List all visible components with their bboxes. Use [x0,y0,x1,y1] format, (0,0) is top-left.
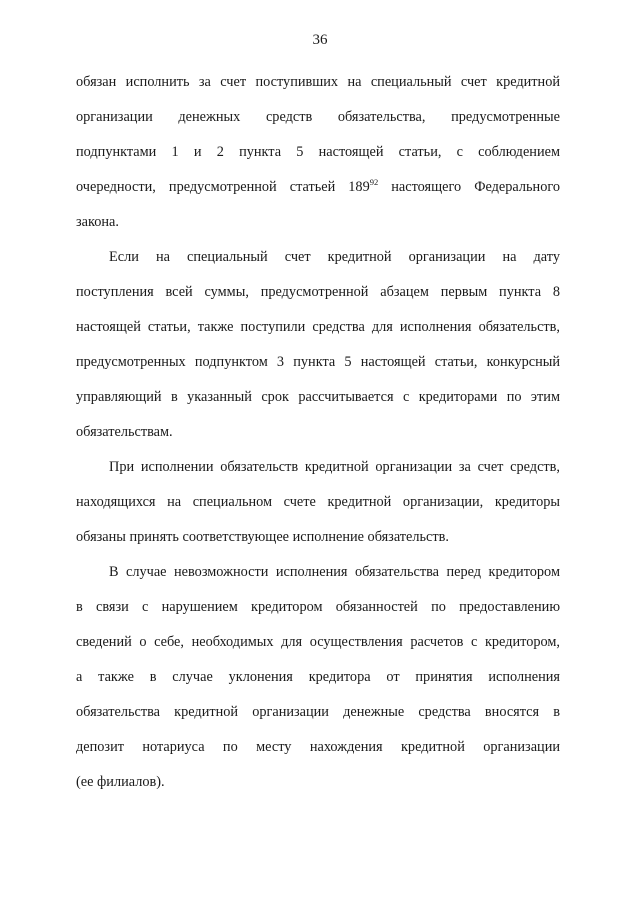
page-number: 36 [312,32,328,48]
paragraph-1-line-5: закона. [76,214,119,230]
paragraph-3-line-3: обязаны принять соответствующее исполнение обязательств. [76,529,449,545]
paragraph-4-line-4: а также в случае уклонения кредитора от принятия исполнения [76,669,560,685]
paragraph-2-line-2: поступления всей суммы, предусмотренной абзацем первым пункта 8 [76,284,560,300]
paragraph-1-line-4 [76,177,560,197]
paragraph-2-line-5: управляющий в указанный срок рассчитывается с кредиторами по этим [76,389,560,405]
article-superscript: 92 [369,177,379,187]
paragraph-4-line-2: в связи с нарушением кредитором обязанностей по предоставлению [76,599,560,615]
paragraph-2-line-4: предусмотренных подпунктом 3 пункта 5 настоящей статьи, конкурсный [76,354,560,370]
paragraph-4-line-5: обязательства кредитной организации денежные средства вносятся в [76,704,560,720]
paragraph-2-line-3: настоящей статьи, также поступили средства для исполнения обязательств, [76,319,560,335]
paragraph-4-line-1: В случае невозможности исполнения обязательства перед кредитором [109,564,560,580]
paragraph-1-line-4-text: очередности, предусмотренной статьей 189 [76,179,370,195]
paragraph-1-line-2: организации денежных средств обязательства, предусмотренные [76,109,560,125]
paragraph-3-line-1: При исполнении обязательств кредитной организации за счет средств, [109,459,560,475]
paragraph-4-line-6: депозит нотариуса по месту нахождения кредитной организации [76,739,560,755]
paragraph-4-line-7: (ее филиалов). [76,774,165,790]
paragraph-3-line-2: находящихся на специальном счете кредитной организации, кредиторы [76,494,560,510]
paragraph-1-line-3: подпунктами 1 и 2 пункта 5 настоящей статьи, с соблюдением [76,144,560,160]
paragraph-4-line-3: сведений о себе, необходимых для осуществления расчетов с кредитором, [76,634,560,650]
paragraph-1-line-4-tail: настоящего Федерального [378,179,560,195]
paragraph-2-line-6: обязательствам. [76,424,173,440]
paragraph-1-line-1: обязан исполнить за счет поступивших на специальный счет кредитной [76,74,560,90]
paragraph-2-line-1: Если на специальный счет кредитной организации на дату [109,249,560,265]
